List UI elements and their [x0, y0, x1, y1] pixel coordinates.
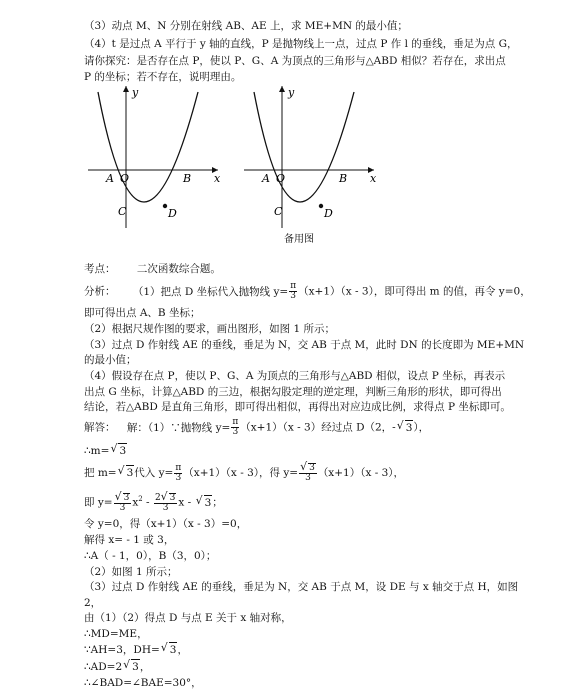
kaodian-text: 二次函数综合题。 — [136, 263, 221, 275]
point-d-dot — [163, 204, 167, 208]
point-d-dot — [319, 204, 323, 208]
jieda-text: ）， — [413, 421, 430, 434]
y-axis-arrow — [123, 86, 129, 92]
question-4-line-3: P 的坐标；若不存在，说明理由。 — [84, 71, 242, 83]
parabola-figure-right — [236, 82, 386, 246]
fenxi-row-1 — [84, 282, 531, 301]
angle-line: ∴∠BAD=∠BAE=30°， — [84, 677, 202, 689]
parabola-figure-left — [80, 82, 230, 232]
fraction-sqrt3-over-3: √ $\frac{3}{3}$ — [299, 463, 317, 483]
jieda-text: 解：（1）∵抛物线 y= — [126, 421, 231, 434]
fenxi-row-8: 结论，若△ABD 是直角三角形，即可得出相似，再得出对应边成比例，求得点 P 坐标即可。 — [84, 401, 511, 413]
fenxi-text: （1）把点 D 坐标代入抛物线 y= — [132, 285, 289, 298]
q3-solution-line-2: 2， — [84, 597, 102, 609]
label-d: D — [168, 207, 177, 220]
jieda-label: 解答： — [84, 421, 116, 434]
label-o: O — [276, 172, 286, 185]
fenxi-label: 分析： — [84, 285, 116, 298]
md-me-line: ∴MD=ME， — [84, 628, 148, 640]
fraction-2sqrt3-over-3: $\frac{2√ 3}{3}$ — [154, 493, 177, 513]
symmetry-line: 由（1）（2）得点 D 与点 E 关于 x 轴对称， — [84, 612, 292, 624]
label-a: A — [262, 172, 270, 185]
fenxi-text: （x+1）（x - 3），即可得出 m 的值，再令 y=0， — [298, 285, 531, 298]
q3-solution-line-1: （3）过点 D 作射线 AE 的垂线，垂足为 N，交 AB 于点 M，设 DE 与 x 轴交于点 H，如图 — [84, 581, 519, 593]
sqrt-3: √ 3 — [126, 465, 135, 480]
label-b: B — [183, 172, 192, 185]
fraction-pi-over-3: $\frac{\pi}{3}$ — [290, 281, 297, 301]
sqrt-3: √ 3 — [204, 495, 213, 510]
x-axis-label: x — [214, 172, 221, 185]
label-o: O — [120, 172, 130, 185]
points-a-b: ∴A（ - 1，0），B（3，0）； — [84, 550, 217, 562]
fraction-pi-over-3: $\frac{\pi}{3}$ — [232, 417, 239, 437]
kaodian-label: 考点： — [84, 263, 116, 275]
kaodian-row — [84, 262, 221, 276]
y-axis-arrow — [279, 86, 285, 92]
fraction-pi-over-3: $\frac{\pi}{3}$ — [175, 462, 182, 483]
question-4-line-1: （4）t 是过点 A 平行于 y 轴的直线，P 是抛物线上一点，过点 P 作 l 的垂线，垂足为点 G， — [84, 38, 518, 50]
jieda-row-1 — [84, 418, 429, 437]
fenxi-row-7: 出点 G 坐标，计算△ABD 的三边，根据勾股定理的逆定理，判断三角形的形状，即可得出 — [84, 386, 502, 398]
expanded-row: 即 y= √ $\frac{3}{3}$ $x^2$ - $\frac{2√ 3}{3}$ x - √ 3； — [84, 492, 223, 513]
fenxi-row-4: （3）过点 D 作射线 AE 的垂线，垂足为 N，交 AB 于点 M，此时 DN 的长度即为 ME+MN — [84, 339, 525, 351]
solve-x: 解得 x= - 1 或 3， — [84, 534, 175, 546]
sqrt-3: √ 3 — [118, 443, 127, 458]
x-axis-label: x — [370, 172, 377, 185]
y-axis-label: y — [132, 86, 139, 99]
fenxi-row-2: 即可得出点 A、B 坐标； — [84, 307, 201, 319]
fenxi-row-6: （4）假设存在点 P，使以 P、G、A 为顶点的三角形与△ABD 相似，设点 P 坐标，再表示 — [84, 370, 506, 382]
parabola-curve — [254, 92, 354, 202]
label-d: D — [324, 207, 333, 220]
ah-dh-line: ∵AH=3，DH=√ 3， — [84, 642, 188, 657]
sqrt-3: √ 3 — [131, 659, 140, 674]
y-axis-label: y — [288, 86, 295, 99]
m-value-row: ∴m=√ 3 — [84, 443, 127, 458]
parabola-curve — [98, 92, 198, 202]
label-a: A — [106, 172, 114, 185]
fraction-sqrt3-over-3: √ $\frac{3}{3}$ — [114, 493, 132, 513]
let-y-zero: 令 y=0，得（x+1）（x - 3）=0， — [84, 518, 248, 530]
label-c: C — [118, 205, 127, 218]
question-3: （3）动点 M、N 分别在射线 AB、AE 上，求 ME+MN 的最小值； — [84, 20, 408, 32]
fenxi-row-5: 的最小值； — [84, 354, 137, 366]
sqrt-3: √ 3 — [169, 642, 178, 657]
figure-1-note: （2）如图 1 所示； — [84, 566, 178, 578]
sqrt-3: √ 3 — [405, 420, 414, 435]
fenxi-row-3: （2）根据尺规作图的要求，画出图形，如图 1 所示； — [84, 323, 336, 335]
substitute-row: 把 m=√ 3代入 y= $\frac{\pi}{3}$ （x+1）（x - 3），得 y= √ $\frac{3}{3}$ （x+1）（x - 3）， — [84, 463, 404, 483]
jieda-text: （x+1）（x - 3）经过点 D（2，- — [240, 421, 396, 434]
label-c: C — [274, 205, 283, 218]
ad-line: ∴AD=2√ 3， — [84, 659, 150, 674]
figure-caption: 备用图 — [284, 234, 314, 245]
question-4-line-2: 请你探究：是否存在点 P，使以 P、G、A 为顶点的三角形与△ABD 相似？若存在，求出点 — [84, 55, 506, 67]
label-b: B — [339, 172, 348, 185]
